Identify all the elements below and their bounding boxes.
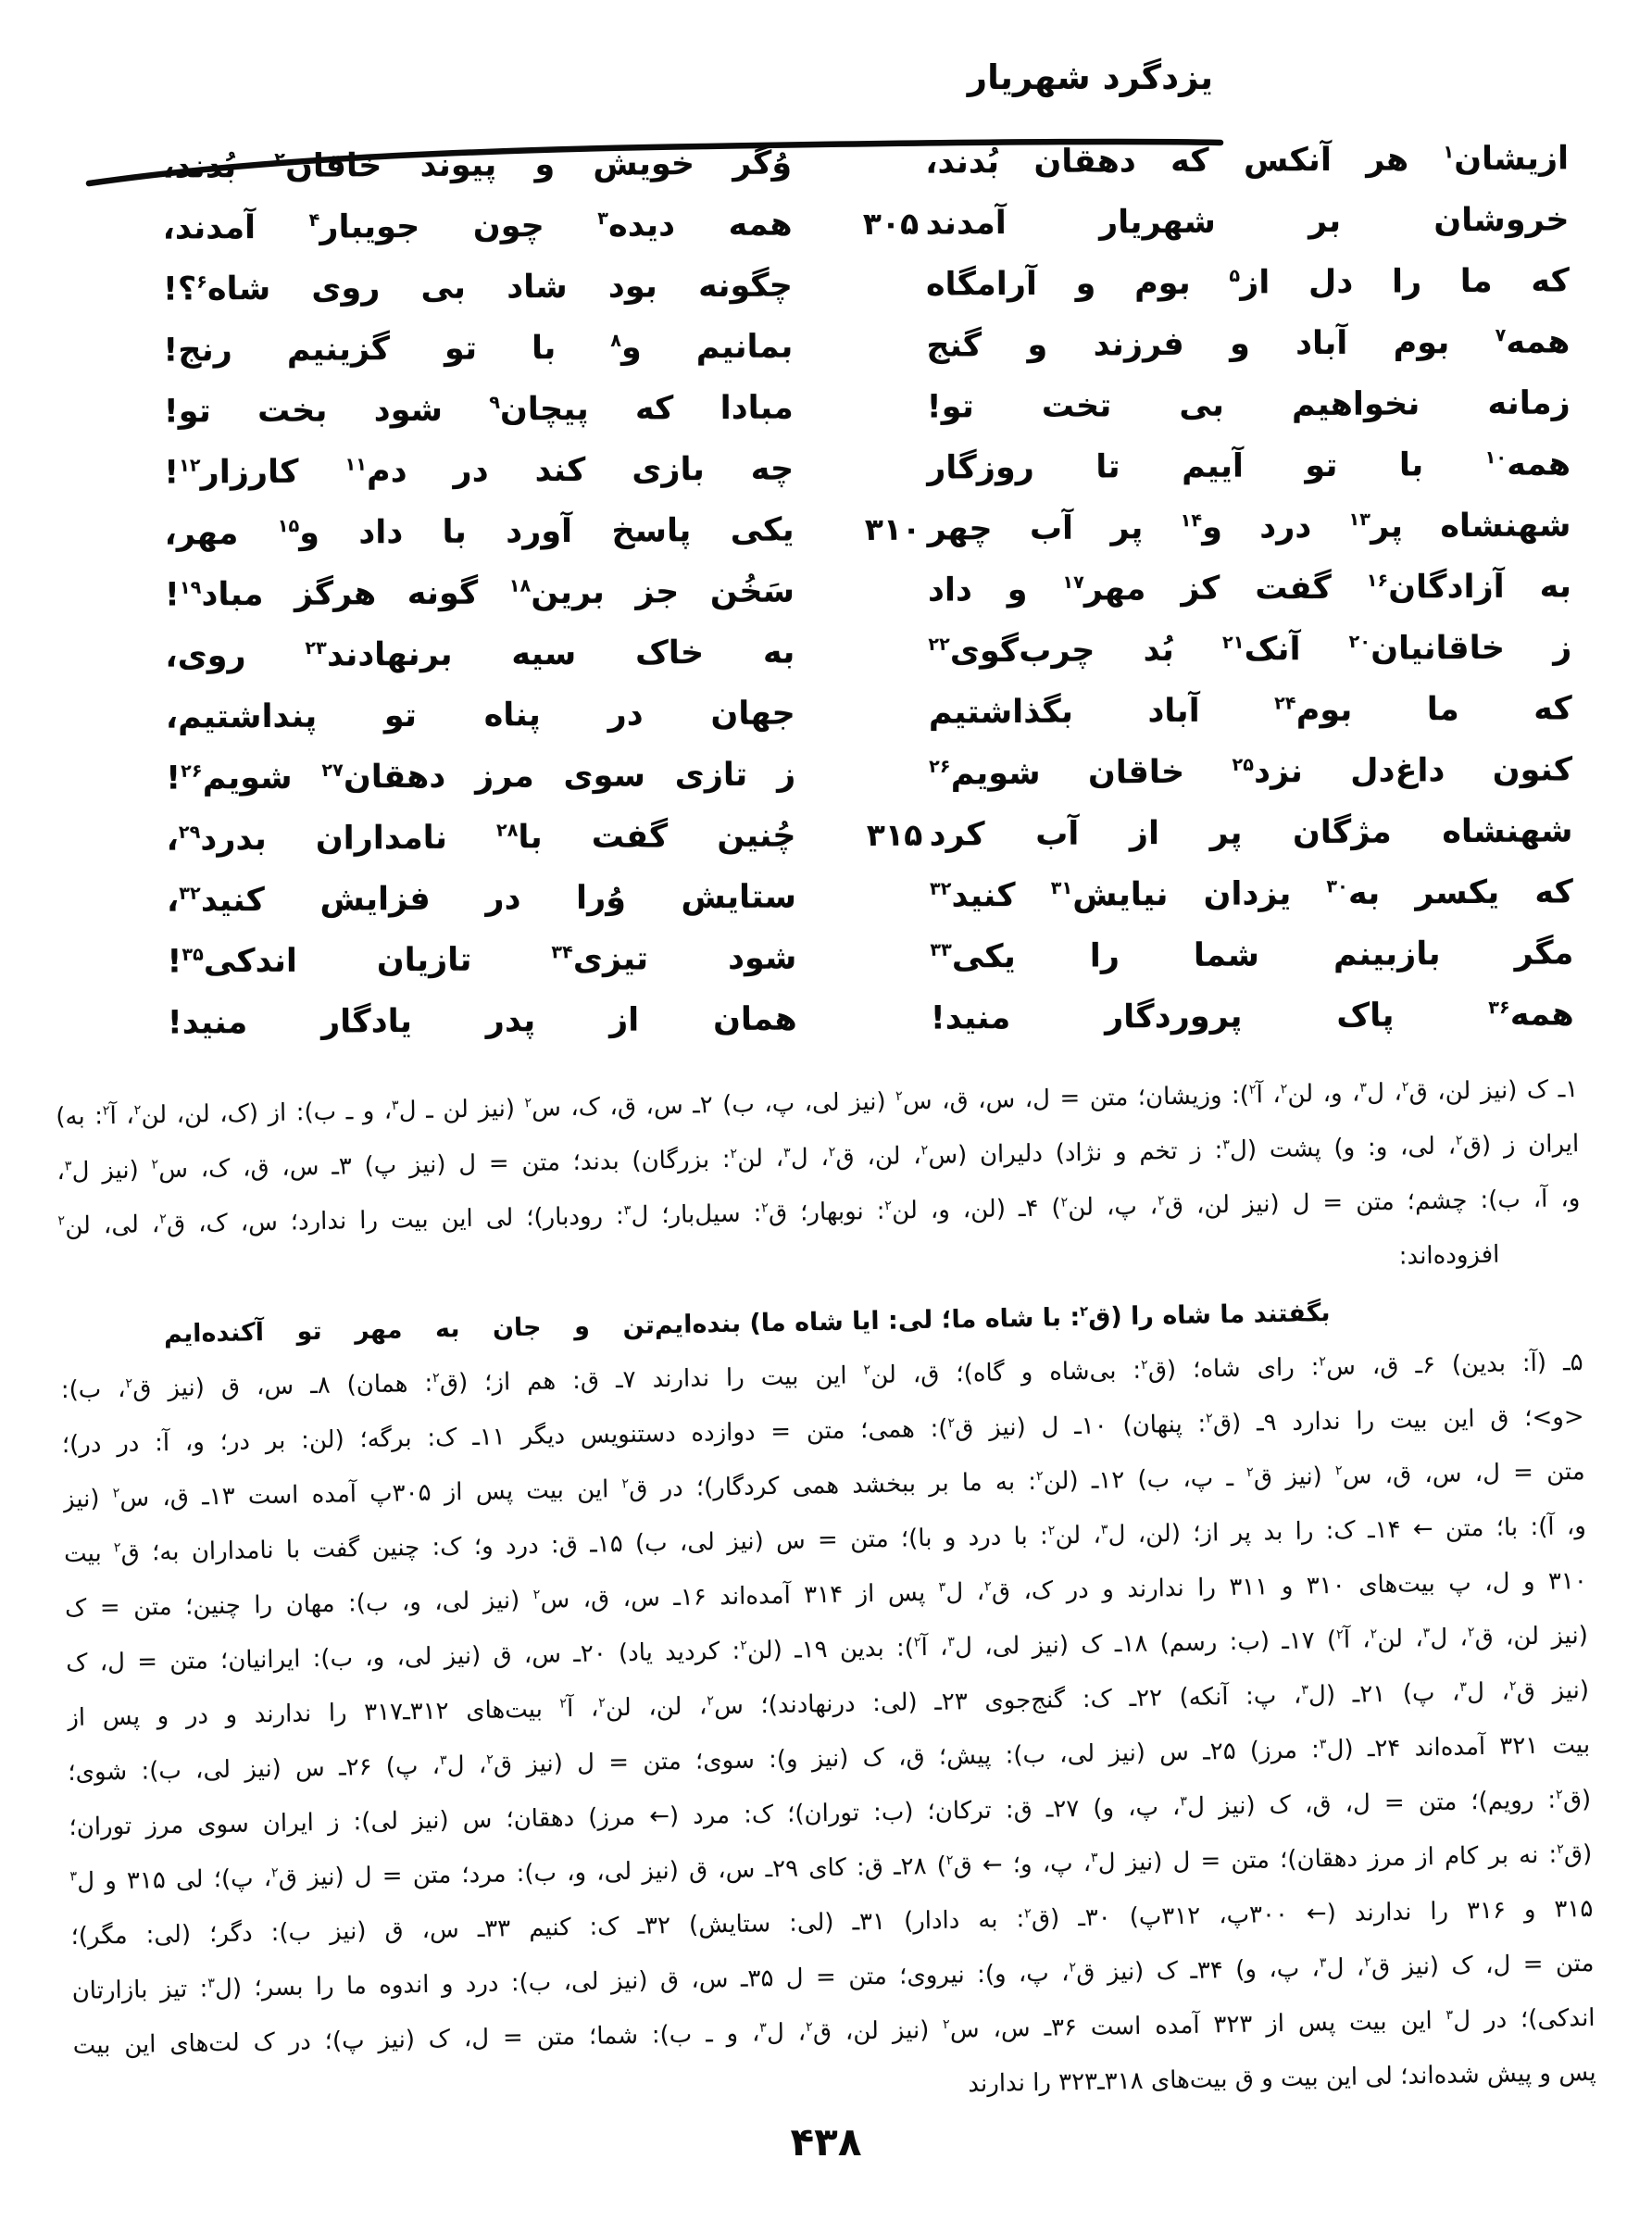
footnote-ref: ۲۶ xyxy=(929,755,951,777)
verse-number: ۳۱۰ xyxy=(864,510,921,548)
footnote-ref: ۲ xyxy=(1555,1787,1563,1802)
footnote-ref: ۳۶ xyxy=(1488,997,1510,1019)
page-number: ۴۳۸ xyxy=(790,2119,862,2165)
footnote-ref: ۲ xyxy=(532,1588,541,1603)
footnote-ref: ۲۳ xyxy=(305,636,327,659)
verse-right-side xyxy=(856,201,1569,243)
footnote-ref: ۳ xyxy=(207,1976,216,1991)
footnote-ref: ۲ xyxy=(113,1540,121,1556)
verse-right-side xyxy=(857,507,1571,548)
hemistich-left: چگونه بود شاد بی روی شاه$^۶$؟! xyxy=(162,267,794,308)
footnote-line: (ق$^۲$: رویم)؛ متن = ل، ق، ک (نیز ل$^۳$، پ، و) ۲۷ـ ق: ترکان؛ (ب: توران)؛ ک: مرد (← مرز) دهقان؛ س (نیز لی): ز ایران سوی مرز توران؛ xyxy=(69,1785,1592,1842)
verse-right-side xyxy=(858,568,1571,609)
footnote-ref: ۲ xyxy=(485,1751,494,1768)
verse-right-side xyxy=(859,690,1572,732)
footnote-ref: ۲ xyxy=(1060,1195,1069,1211)
footnote-ref: ۳ xyxy=(1459,1679,1468,1695)
footnote-ref: ۳۳ xyxy=(930,938,952,960)
hemistich-right: خروشان بر شهریار آمدند xyxy=(925,201,1570,243)
footnote-line: ۳۱۰ و ل، پ بیت‌های ۳۱۰ و ۳۱۱ را ندارند و در ک، ق$^۲$، ل$^۳$ پس از ۳۱۴ آمده‌اند ۱۶ـ س، ق، س$^۲$ (نیز لی، و، ب): مهان را چنین؛ متن = ک xyxy=(64,1566,1588,1624)
footnote-ref: ۱۹ xyxy=(179,576,202,598)
couplet-left-half: تن و جان به مهر تو آکنده‌ایم xyxy=(163,1311,656,1349)
footnote-ref: ۲۴ xyxy=(1274,692,1296,714)
footnote-ref: ۳ xyxy=(597,207,609,230)
footnote-ref: ۳ xyxy=(1319,1737,1327,1752)
footnote-line: (نیز ق$^۲$، ل$^۳$، پ) ۲۱ـ (ل$^۳$، پ: آنکه) ۲۲ـ ک: گنج‌جوی ۲۳ـ (لی: درنهادند)؛ س$^۲$، لن، لن$^۲$، آ$^۲$ بیت‌های ۳۱۲ـ۳۱۷ را ندارند و در و پس از xyxy=(67,1676,1590,1733)
footnote-added-label: افزوده‌اند: xyxy=(1398,1240,1500,1271)
footnote-ref: ۲ xyxy=(730,1147,738,1162)
footnote-line: ۳۱۵ و ۳۱۶ را ندارند (← ۳۰۰پ، ۳۱۲پ) ۳۰ـ (ق$^۲$: به دادار) ۳۱ـ (لی: ستایش) ۳۲ـ ک: کنیم ۳۳ـ س، ق (نیز ب): دگر؛ (لی: مگر)؛ xyxy=(70,1894,1594,1952)
footnote-ref: ۷ xyxy=(1495,324,1507,346)
footnote-ref: ۲ xyxy=(57,1213,66,1229)
footnote-line: (ق$^۲$: نه بر کام از مرز دهقان)؛ متن = ل (نیز ل$^۳$، پ، و؛ ← ق$^۲$) ۲۸ـ ق: کای ۲۹ـ س، ق (نیز لی، و، ب): مرد؛ متن = ل (نیز ق$^۲$، پ)؛ لی ۳۱۵ و ل$^۳$ xyxy=(69,1839,1593,1896)
footnote-ref: ۳۵ xyxy=(181,943,204,965)
footnote-ref: ۳ xyxy=(782,1145,791,1161)
verse-right-side xyxy=(857,323,1570,365)
footnote-ref: ۳۱ xyxy=(1050,876,1073,899)
footnote-ref: ۲ xyxy=(1079,1302,1089,1320)
footnote-ref: ۲ xyxy=(102,1103,110,1119)
footnote-ref: ۳ xyxy=(759,2020,768,2036)
footnote-line: ایران ز (ق$^۲$، لی، و: و) پشت (ل$^۳$: ز تخم و نژاد) دلیران (س$^۲$، لن، ق$^۲$، ل$^۳$، لن$^۲$: بزرگان) بدند؛ متن = ل (نیز پ) ۳ـ س، ق، ک، س$^۲$ (نیز ل$^۳$، xyxy=(56,1130,1580,1186)
verse-number: ۳۰۵ xyxy=(862,205,920,243)
footnote-ref: ۲ xyxy=(1205,1411,1213,1426)
footnote-line: و، آ): با؛ متن ← ۱۴ـ ک: را بد پر از؛ (لن، ل$^۳$، لن$^۲$: با درد و با)؛ متن = س (نیز لی، ب) ۱۵ـ ق: درد و؛ ک: چنین گفت با نامداران به؛ ق$^۲$ بیت xyxy=(63,1512,1587,1569)
footnote-ref: ۲ xyxy=(707,1693,715,1709)
hemistich-left: همان از پدر یادگار منید! xyxy=(167,1000,797,1042)
footnote-line: (نیز لن، ق$^۲$، ل$^۳$، لن$^۲$، آ$^۲$) ۱۷ـ (ب: رسم) ۱۸ـ ک (نیز لی، ل$^۳$، آ$^۲$): بدین ۱۹ـ (لن$^۲$: کردید یاد) ۲۰ـ س، ق (نیز لی، و، ب): ایرانیان؛ متن = ل، ک xyxy=(65,1621,1589,1678)
verse-row xyxy=(162,201,1569,270)
verse-row xyxy=(166,690,1572,759)
footnote-ref: ۱۸ xyxy=(508,574,532,596)
footnote-ref: ۲ xyxy=(621,1476,630,1492)
footnote-ref: ۳ xyxy=(1301,1682,1309,1698)
footnote-ref: ۱۰ xyxy=(1484,446,1508,469)
hemistich-left: به خاک سیه برنهادند$^{۲۳}$ روی، xyxy=(165,634,795,675)
footnote-ref: ۲۰ xyxy=(1348,631,1371,653)
footnote-line: اندکی)؛ در ل$^۳$ این بیت پس از ۳۲۳ آمده است ۳۶ـ س، س$^۲$ (نیز لن، ق$^۲$، ل$^۳$، و ـ ب): شما؛ متن = ل، ک (نیز پ)؛ در ک لت‌های این بیت xyxy=(72,2003,1596,2060)
verse-row xyxy=(165,568,1571,637)
footnote-ref: ۱۲ xyxy=(179,454,201,476)
footnote-ref: ۲ xyxy=(761,1200,770,1216)
footnote-ref: ۲ xyxy=(559,1696,568,1712)
hemistich-right: همه$^{۱۰}$ با تو آییم تا روزگار xyxy=(927,446,1571,487)
verse-number: ۳۱۵ xyxy=(866,816,923,854)
hemistich-right: همه$^{۳۶}$ پاک پروردگار منید! xyxy=(930,996,1574,1037)
hemistich-left: ز تازی سوی مرز دهقان$^{۲۷}$ شویم$^{۲۶}$! xyxy=(166,756,796,797)
footnote-line: متن = ل، ک (نیز ق$^۲$، ل$^۳$، پ، و) ۳۴ـ ک (نیز ق$^۲$، پ، و): نیروی؛ متن = ل ۳۵ـ س، ق (نیز لی، ب): درد و اندوه ما را بسر؛ (ل$^۳$: تیز بازارتان xyxy=(71,1949,1595,2005)
footnote-ref: ۱۶ xyxy=(1366,569,1389,592)
poem xyxy=(162,140,1574,1065)
verse-row xyxy=(167,873,1573,943)
footnote-ref: ۲ xyxy=(1248,1082,1257,1098)
hemistich-left: جهان در پناه تو پنداشتیم، xyxy=(165,695,795,736)
footnote-ref: ۲ xyxy=(270,1865,279,1881)
footnote-ref: ۲۸ xyxy=(495,819,519,841)
hemistich-left: ستایش وُرا در فزایش کنید$^{۳۲}$، xyxy=(166,878,797,920)
footnote-ref: ۳ xyxy=(69,1869,78,1885)
verse-row xyxy=(167,935,1573,1004)
verse-right-side xyxy=(861,996,1574,1037)
verse-right-side xyxy=(856,140,1569,182)
hemistich-left: شود تیزی$^{۳۴}$ تازیان اندکی$^{۳۵}$! xyxy=(167,939,797,981)
footnote-ref: ۳۰ xyxy=(1326,875,1348,897)
footnote-ref: ۲ xyxy=(863,1362,871,1378)
verse-row xyxy=(163,323,1570,393)
verse-row xyxy=(162,140,1569,209)
verse-right-side xyxy=(860,873,1573,915)
footnote-ref: ۲ xyxy=(828,1145,836,1161)
footnote-ref: ۲ xyxy=(895,1088,903,1104)
footnote-ref: ۳ xyxy=(947,1634,956,1650)
footnote-ref: ۱۵ xyxy=(277,515,300,537)
footnotes xyxy=(56,1062,1596,2128)
footnote-ref: ۱۳ xyxy=(1348,508,1371,531)
footnote-line: <و>؛ ق این بیت را ندارد ۹ـ (ق$^۲$: پنهان) ۱۰ـ ل (نیز ق$^۲$): همی؛ متن = دوازده دستنویس دیگر ۱۱ـ ک: برگه؛ (لن: بر در؛ و، آ: در در)؛ xyxy=(61,1402,1584,1460)
verse-right-side xyxy=(860,935,1573,976)
verse-right-side xyxy=(857,262,1570,304)
hemistich-right: که ما بوم$^{۲۴}$ آباد بگذاشتیم xyxy=(928,690,1572,732)
footnote-ref: ۲ xyxy=(884,1198,893,1214)
hemistich-left: وُگر خویش و پیوند خاقان$^۲$ بُدند، xyxy=(162,144,793,186)
footnote-line: ۵ـ (آ: بدین) ۶ـ ق، س$^۲$: رای شاه؛ (ق$^۲$: بی‌شاه و گاه)؛ ق، لن$^۲$ این بیت را ندارند ۷ـ ق: هم از؛ (ق$^۲$: همان) ۸ـ س، ق (نیز ق$^۲$، ب): xyxy=(60,1348,1583,1405)
hemistich-right: شهنشاه پر$^{۱۳}$ درد و$^{۱۴}$ پر آب چهر xyxy=(927,507,1571,548)
verse-row xyxy=(164,384,1571,454)
footnote-ref: ۲ xyxy=(133,1102,142,1118)
hemistich-left: بمانیم و$^۸$ با تو گزینیم رنج! xyxy=(163,328,794,370)
footnote-line: ۱ـ ک (نیز لن، ق$^۲$، ل$^۳$، و، لن$^۲$، آ$^۲$): وزیشان؛ متن = ل، س، ق، س$^۲$ (نیز لی، پ، ب) ۲ـ س، ق، ک، س$^۲$ (نیز لن ـ ل$^۳$، و ـ ب): از (ک، لن، لن$^۲$، آ$^۲$: به) xyxy=(56,1075,1579,1132)
hemistich-right: به آزادگان$^{۱۶}$ گفت کز مهر$^{۱۷}$ و داد xyxy=(927,568,1572,609)
verse-right-side xyxy=(859,812,1572,854)
footnote-ref: ۱۱ xyxy=(344,453,367,475)
footnote-ref: ۲ xyxy=(805,2019,813,2035)
footnote-ref: ۳ xyxy=(1100,1522,1108,1537)
hemistich-left: یکی پاسخ آورد با داد و$^{۱۵}$ مهر، xyxy=(164,511,795,553)
footnote-ref: ۸ xyxy=(610,329,622,352)
footnote-ref: ۳ xyxy=(439,1752,447,1769)
footnote-ref: ۲ xyxy=(1140,1357,1148,1374)
footnote-ref: ۲۱ xyxy=(1221,631,1245,653)
footnote-ref: ۳ xyxy=(64,1159,72,1174)
verse-row xyxy=(165,629,1571,698)
footnote-ref: ۳ xyxy=(1319,1955,1327,1971)
footnote-ref: ۳ xyxy=(1359,1080,1368,1096)
verse-right-side xyxy=(859,751,1572,793)
footnote-ref: ۲۲ xyxy=(928,633,950,655)
verse-row xyxy=(164,507,1571,576)
verse-right-side xyxy=(857,384,1571,426)
footnote-ref: ۳ xyxy=(1446,2008,1454,2024)
footnote-ref: ۲ xyxy=(1245,1464,1254,1480)
footnote-ref: ۲ xyxy=(1455,1133,1463,1148)
footnote-ref: ۱۴ xyxy=(1180,509,1203,532)
footnote-line: پس و پیش شده‌اند؛ لی این بیت و ق بیت‌های ۳۱۸ـ۳۲۳ را ندارند xyxy=(968,2058,1596,2099)
footnote-ref: ۳۲ xyxy=(929,877,952,899)
hemistich-right: همه$^۷$ بوم آباد و فرزند و گنج xyxy=(926,323,1571,365)
footnote-ref: ۳ xyxy=(1090,1851,1098,1866)
footnote-ref: ۹ xyxy=(489,391,500,413)
footnote-ref: ۲ xyxy=(432,1370,440,1387)
footnote-ref: ۲ xyxy=(740,1638,748,1654)
footnote-ref: ۲ xyxy=(1319,1354,1327,1370)
footnote-ref: ۲ xyxy=(112,1486,120,1501)
hemistich-right: ز خاقانیان$^{۲۰}$ آنک$^{۲۱}$ بُد چرب‌گوی$^{۲۲}$ xyxy=(928,629,1572,671)
footnote-ref: ۲ xyxy=(1364,1954,1371,1970)
hemistich-left: مبادا که پیچان$^۹$ شود بخت تو! xyxy=(163,389,794,431)
footnote-line: متن = ل، س، ق، س$^۲$ (نیز ق$^۲$ ـ پ، ب) ۱۲ـ (لن$^۲$: به ما بر ببخشد همی کردگار)؛ در ق$^۲$ این بیت پس از ۳۰۵پ آمده است ۱۳ـ ق، س$^۲$ (نیز xyxy=(62,1457,1585,1514)
footnote-ref: ۲ xyxy=(598,1695,607,1711)
footnote-ref: ۲ xyxy=(1280,1082,1288,1098)
footnote-ref: ۲ xyxy=(274,148,286,170)
hemistich-right: شهنشاه مژگان پر از آب کرد xyxy=(929,812,1573,854)
footnote-ref: ۳۲ xyxy=(179,882,201,904)
footnote-ref: ۲ xyxy=(158,1211,167,1227)
footnote-ref: ۲ xyxy=(1023,1906,1032,1922)
footnote-ref: ۲ xyxy=(1467,1625,1475,1640)
footnote-ref: ۲۷ xyxy=(321,759,344,781)
footnote-ref: ۲ xyxy=(125,1376,133,1392)
footnote-ref: ۲ xyxy=(1047,1523,1056,1538)
footnote-ref: ۵ xyxy=(1229,264,1241,286)
hemistich-left: چُنین گفت با$^{۲۸}$ نامداران بدرد$^{۲۹}$، xyxy=(166,817,796,859)
hemistich-right: که ما را دل از$^۵$ بوم و آرامگاه xyxy=(925,262,1571,304)
footnote-ref: ۲۶ xyxy=(181,759,203,782)
footnote-line: و، آ، ب): چشم؛ متن = ل (نیز لن، ق$^۲$، پ، لن$^۲$) ۴ـ (لن، و، لن$^۲$: نوبهار؛ ق$^۲$: سیل‌بار؛ ل$^۳$: رودبار)؛ لی این بیت را ندارد؛ س، ک، ق$^۲$، لی، لن$^۲$ xyxy=(57,1185,1581,1240)
couplet-right-half: بگفتند ما شاه را (ق$^۲$: با شاه ما؛ لی: ایا شاه ما) بنده‌ایم xyxy=(654,1298,1331,1340)
page-title: یزدگرد شهریار xyxy=(967,57,1213,97)
hemistich-left: سَخُن جز برین$^{۱۸}$ گونه هرگز مباد$^{۱۹}$! xyxy=(164,572,795,614)
footnote-line: بیت ۳۲۱ آمده‌اند ۲۴ـ (ل$^۳$: مرز) ۲۵ـ س (نیز لی، ب): پیش؛ ق، ک (نیز و): سوی؛ متن = ل (نیز ق$^۲$، ل$^۳$، پ) ۲۶ـ س (نیز لی، ب): شوی؛ xyxy=(68,1730,1591,1788)
footnote-ref: ۳ xyxy=(938,1579,946,1596)
verse-row xyxy=(164,446,1571,515)
verse-right-side xyxy=(858,629,1571,671)
footnote-ref: ۲۹ xyxy=(178,821,201,843)
footnote-ref: ۲ xyxy=(1508,1678,1517,1694)
hemistich-left: چه بازی کند در دم$^{۱۱}$ کارزار$^{۱۲}$! xyxy=(164,450,795,492)
footnote-ref: ۳ xyxy=(1422,1625,1431,1641)
hemistich-right: مگر بازبینم شما را یکی$^{۳۳}$ xyxy=(930,935,1574,976)
footnote-ref: ۲ xyxy=(1069,1960,1077,1976)
footnote-ref: ۲ xyxy=(151,1157,159,1173)
footnote-ref: ۳ xyxy=(391,1098,399,1113)
footnote-ref: ۲ xyxy=(920,1143,929,1159)
footnote-ref: ۲ xyxy=(942,2016,950,2033)
hemistich-right: که یکسر به$^{۳۰}$ یزدان نیایش$^{۳۱}$ کنید$^{۳۲}$ xyxy=(929,873,1574,915)
footnote-ref: ۳ xyxy=(1222,1137,1231,1153)
hemistich-right: ازیشان$^۱$ هر آنکس که دهقان بُدند، xyxy=(924,140,1570,182)
footnote-ref: ۱۷ xyxy=(1062,571,1084,594)
verse-row xyxy=(168,996,1574,1065)
verse-right-side xyxy=(857,446,1571,487)
footnote-ref: ۱ xyxy=(1443,141,1455,163)
footnote-ref: ۳۴ xyxy=(551,941,573,963)
footnote-ref: ۲ xyxy=(945,1852,954,1869)
footnote-ref: ۲ xyxy=(1401,1079,1409,1095)
hemistich-left: همه دیده$^۳$ چون جویبار$^۴$ آمدند، xyxy=(162,206,793,247)
footnote-ref: ۲ xyxy=(1334,1463,1343,1479)
footnote-ref: ۲ xyxy=(524,1096,532,1111)
footnote-ref: ۲ xyxy=(983,1579,992,1595)
footnote-ref: ۲ xyxy=(947,1415,956,1431)
verse-row xyxy=(166,751,1572,821)
footnote-ref: ۲ xyxy=(1556,1841,1564,1857)
footnote-ref: ۳ xyxy=(623,1203,632,1219)
footnote-ref: ۲ xyxy=(913,1635,921,1650)
footnote-ref: ۲ xyxy=(1370,1626,1378,1642)
verse-row xyxy=(166,812,1572,882)
footnote-ref: ۶ xyxy=(196,270,207,293)
footnote-ref: ۲۵ xyxy=(1232,753,1255,775)
verse-row xyxy=(163,262,1570,332)
footnote-ref: ۴ xyxy=(308,208,320,232)
footnote-ref: ۲ xyxy=(1157,1193,1165,1209)
footnote-ref: ۲ xyxy=(1335,1627,1344,1643)
footnote-ref: ۳ xyxy=(1180,1794,1188,1810)
hemistich-right: کنون داغ‌دل نزد$^{۲۵}$ خاقان شویم$^{۲۶}$ xyxy=(929,751,1573,793)
footnote-ref: ۲ xyxy=(1035,1469,1044,1485)
hemistich-right: زمانه نخواهیم بی تخت تو! xyxy=(926,384,1571,426)
